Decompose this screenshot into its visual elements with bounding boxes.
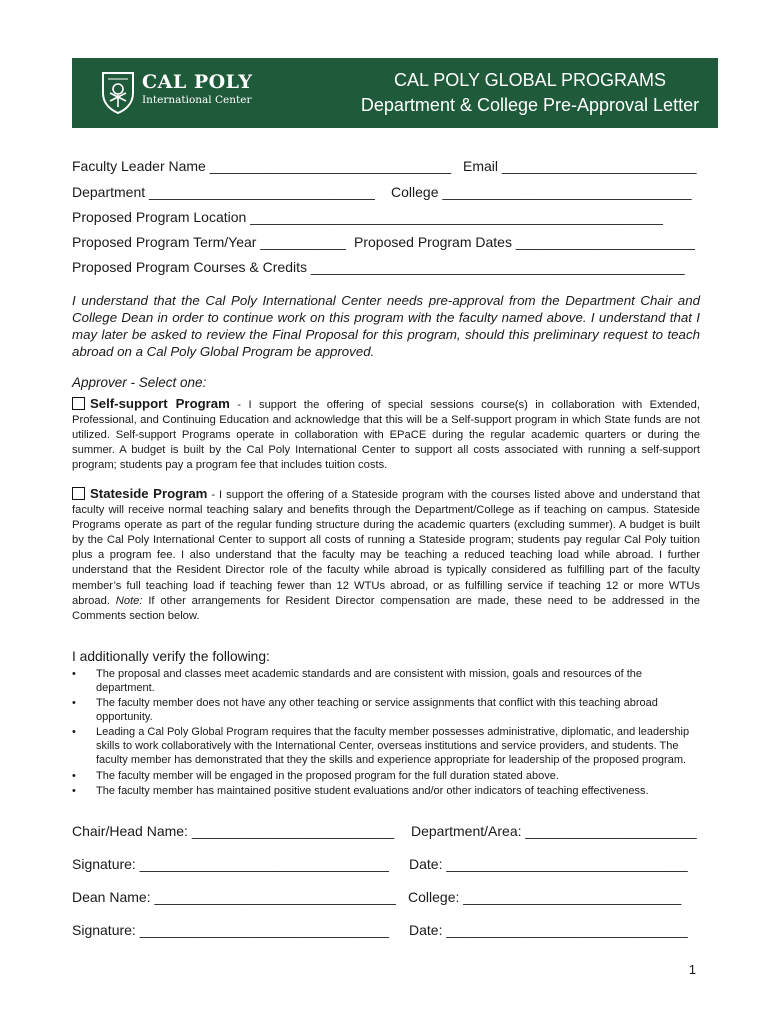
- stateside-title: Stateside Program: [90, 486, 208, 501]
- dean-signature-field[interactable]: Signature: ________________________________: [72, 922, 389, 938]
- note-label: Note:: [115, 594, 143, 607]
- list-item: [72, 784, 700, 798]
- dean-name-field[interactable]: Dean Name: _______________________________: [72, 889, 396, 905]
- list-item: [72, 667, 700, 695]
- logo-wordmark: CAL POLY: [142, 71, 253, 93]
- program-term-year-field[interactable]: Proposed Program Term/Year ___________: [72, 234, 346, 250]
- verify-heading: I additionally verify the following:: [72, 649, 270, 664]
- chair-date-field[interactable]: Date: _______________________________: [409, 856, 688, 872]
- college-field[interactable]: College ________________________________: [391, 184, 692, 200]
- email-field[interactable]: Email _________________________: [463, 158, 697, 174]
- self-support-text: - I support the offering of special sessions course(s) in collaboration with Extended, Professional, and Continuing Education and acknowledge that this will be a Self-support program in which State funds are not utilized. Self-support Programs operate in collaboration with EPaCE during the regular academic quarters or during the summer. A budget is built by the Cal Poly International Center to support all costs associated with running a self-support program; students pay a program fee that includes tuition costs.: [72, 399, 700, 472]
- stateside-text: - I support the offering of a Stateside program with the courses listed above and understand that faculty will receive normal teaching salary and benefits through the Department/College as if teaching on campus. Stateside Programs operate as part of the regular funding structure during the academic quarters (excluding summer). A budget is built by the Cal Poly International Center to support all costs of running a Stateside program; students pay regular Cal Poly tuition plus a program fee. I also understand that the faculty may be teaching a reduced teaching load while abroad. I further understand that the Resident Director role of the faculty while abroad is typically considered as fulfilling part of the faculty member’s full teaching load if teaching fewer than 12 WTUs abroad, or as fulfilling service if teaching 12 or more WTUs abroad.: [72, 489, 700, 607]
- banner-titles: [350, 68, 710, 118]
- bullet-icon: •: [72, 668, 76, 680]
- list-item: [72, 769, 700, 783]
- stateside-checkbox[interactable]: [72, 487, 85, 500]
- self-support-title: Self-support Program: [90, 396, 230, 411]
- list-item-text: The proposal and classes meet academic standards and are consistent with mission, goals and resources of the department.: [96, 668, 643, 694]
- logo-subtitle: International Center: [142, 94, 252, 106]
- dean-date-field[interactable]: Date: _______________________________: [409, 922, 688, 938]
- faculty-leader-field[interactable]: Faculty Leader Name _______________________________: [72, 158, 452, 174]
- department-field[interactable]: Department _____________________________: [72, 184, 375, 200]
- bullet-icon: •: [72, 726, 76, 739]
- bullet-icon: •: [72, 769, 76, 782]
- program-courses-field[interactable]: Proposed Program Courses & Credits ________________________________________________: [72, 259, 685, 275]
- cal-poly-shield-icon: [100, 69, 136, 115]
- page-number: 1: [688, 962, 696, 977]
- stateside-option: [72, 486, 700, 624]
- stateside-text-note: If other arrangements for Resident Director compensation are made, these need to be addressed in the Comments section below.: [72, 594, 700, 622]
- approver-label: Approver - Select one:: [72, 375, 207, 390]
- self-support-option: [72, 396, 700, 473]
- bullet-icon: •: [72, 784, 76, 797]
- list-item-text: Leading a Cal Poly Global Program requires that the faculty member possesses administrative, diplomatic, and leadership skills to work collaboratively with the International Center, overseas institutions and service providers, and students. The faculty member has demonstrated that they the skills and experience appropriate for leadership of the proposed program.: [96, 726, 690, 767]
- program-location-field[interactable]: Proposed Program Location _____________________________________________________: [72, 209, 663, 225]
- list-item-text: The faculty member does not have any other teaching or service assignments that conflict with this teaching abroad opportunity.: [96, 697, 658, 724]
- bullet-icon: •: [72, 697, 76, 710]
- list-item: [72, 696, 700, 724]
- self-support-checkbox[interactable]: [72, 397, 85, 410]
- cal-poly-logo: [100, 69, 253, 119]
- verify-list: [72, 667, 700, 799]
- acknowledgement-statement: I understand that the Cal Poly International Center needs pre-approval from the Department Chair and College Dean in order to continue work on this program with the faculty named above. I understand that I may later be asked to review the Final Proposal for this program, should this preliminary request to teach abroad on a Cal Poly Global Program be approved.: [72, 293, 700, 359]
- chair-signature-field[interactable]: Signature: ________________________________: [72, 856, 389, 872]
- list-item: [72, 725, 700, 767]
- chair-name-field[interactable]: Chair/Head Name: __________________________: [72, 823, 395, 839]
- list-item-text: The faculty member has maintained positive student evaluations and/or other indicators of teaching effectiveness.: [96, 784, 649, 797]
- program-dates-field[interactable]: Proposed Program Dates _______________________: [354, 234, 695, 250]
- list-item-text: The faculty member will be engaged in the proposed program for the full duration stated above.: [96, 769, 559, 782]
- document-subtitle: Department & College Pre-Approval Letter: [360, 95, 700, 115]
- dean-college-field[interactable]: College: ____________________________: [408, 889, 682, 905]
- chair-department-field[interactable]: Department/Area: ______________________: [411, 823, 697, 839]
- document-title: CAL POLY GLOBAL PROGRAMS: [393, 70, 667, 90]
- header-banner: [72, 58, 718, 128]
